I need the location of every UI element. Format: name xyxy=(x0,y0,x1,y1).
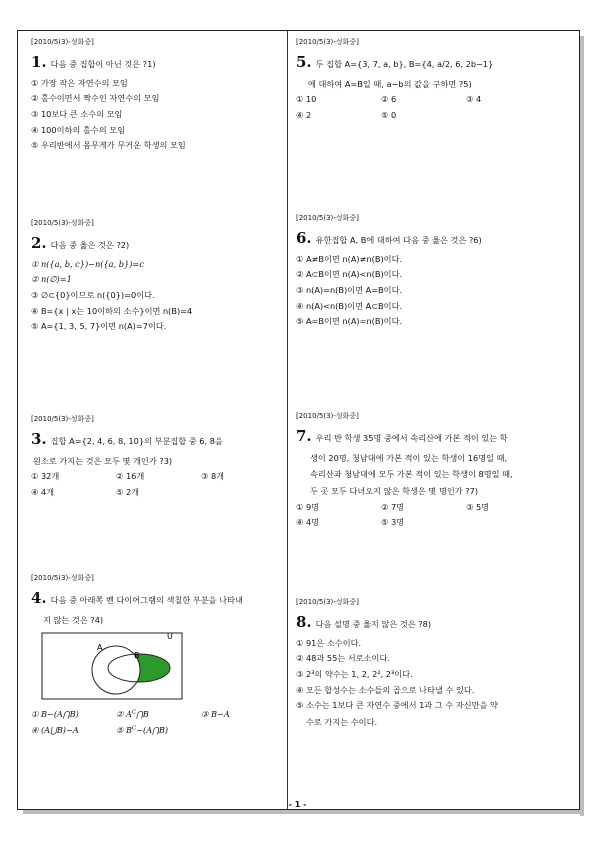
source-tag: [2010/5(3)-성화중] xyxy=(296,412,359,420)
question-stem-continued: 원소로 가지는 것은 모두 몇 개인가 ?3) xyxy=(33,455,173,466)
option: ① 10 xyxy=(296,94,317,105)
question-4 xyxy=(31,574,281,736)
question-number: 7. xyxy=(296,427,312,446)
option: ② A⊂B이면 n(A)<n(B)이다. xyxy=(296,269,403,280)
question-number: 6. xyxy=(296,229,312,248)
question-number: 2. xyxy=(31,234,47,253)
option: ① A≠B이면 n(A)≠n(B)이다. xyxy=(296,253,403,264)
page-number: - 1 - xyxy=(288,800,307,809)
source-tag: [2010/5(3)-성화중] xyxy=(296,38,359,46)
question-line: 두 곳 모두 다녀오지 않은 학생은 몇 명인가 ?7) xyxy=(310,485,479,496)
question-stem: 집합 A={2, 4, 6, 8, 10}의 부분집합 중 6, 8을 xyxy=(50,436,223,447)
question-1 xyxy=(31,38,281,151)
option: ③ 2³의 약수는 1, 2, 2², 2³이다. xyxy=(296,668,413,679)
option: ⑤ A={1, 3, 5, 7}이면 n(A)=7이다. xyxy=(31,321,167,332)
question-line: 속리산과 청남대에 모두 가본 적이 있는 학생이 8명일 때, xyxy=(310,469,513,480)
option: ② 홀수이면서 짝수인 자연수의 모임 xyxy=(31,93,160,104)
question-stem: 두 집합 A={3, 7, a, b}, B={4, a/2, 6, 2b−1} xyxy=(315,59,494,70)
question-3 xyxy=(31,415,281,498)
universe-label: U xyxy=(167,632,173,642)
option: ① 32개 xyxy=(31,471,60,482)
page-shadow-right xyxy=(580,36,584,816)
question-5 xyxy=(296,38,574,121)
option-continued: 수로 가지는 수이다. xyxy=(306,716,378,727)
option: ③ 5명 xyxy=(466,501,490,512)
option: ② 7명 xyxy=(381,501,405,512)
question-6 xyxy=(296,214,574,327)
question-stem: 다음 중 아래쪽 벤 다이어그램의 색칠한 부분을 나타내 xyxy=(50,595,243,606)
option: ① n({a, b, c})−n({a, b})=c xyxy=(31,258,144,269)
option: ④ B={x | x는 10이하의 소수}이면 n(B)=4 xyxy=(31,305,193,316)
venn-diagram xyxy=(41,629,191,701)
option: ⑤ 소수는 1보다 큰 자연수 중에서 1과 그 수 자신만을 약 xyxy=(296,700,498,711)
question-number: 1. xyxy=(31,53,47,72)
option: ④ n(A)<n(B)이면 A⊂B이다. xyxy=(296,300,403,311)
source-tag: [2010/5(3)-성화중] xyxy=(31,415,94,423)
source-tag: [2010/5(3)-성화중] xyxy=(31,38,94,46)
option: ④ 4명 xyxy=(296,517,320,528)
option: ④ (A⋃B)−A xyxy=(31,724,79,735)
set-a-circle xyxy=(92,646,140,694)
option: ⑤ 3명 xyxy=(381,517,405,528)
option: ③ 10보다 큰 소수의 모임 xyxy=(31,108,123,119)
option: ④ 4개 xyxy=(31,486,55,497)
option: ② $A^C⋂B$ xyxy=(116,709,149,720)
source-tag: [2010/5(3)-성화중] xyxy=(31,219,94,227)
option: ④ 모든 합성수는 소수들의 곱으로 나타낼 수 있다. xyxy=(296,684,475,695)
option: ③ B−A xyxy=(201,709,230,720)
option: ③ 8개 xyxy=(201,471,225,482)
option: ④ 2 xyxy=(296,109,312,120)
source-tag: [2010/5(3)-성화중] xyxy=(31,574,94,582)
option: ⑤ 우리반에서 몸무게가 무거운 학생의 모임 xyxy=(31,140,186,151)
option: ④ 100이하의 홀수의 모임 xyxy=(31,124,126,135)
option: ⑤ $B^C-(A⋂B)$ xyxy=(116,724,169,735)
page-shadow-bottom xyxy=(23,810,584,814)
set-a-label: A xyxy=(97,643,103,653)
source-tag: [2010/5(3)-성화중] xyxy=(296,214,359,222)
question-8 xyxy=(296,598,574,728)
question-stem-continued: 지 않는 것은 ?4) xyxy=(43,614,104,625)
option: ③ 4 xyxy=(466,94,482,105)
question-number: 3. xyxy=(31,430,47,449)
question-stem: 우리 반 학생 35명 중에서 속리산에 가본 적이 있는 학 xyxy=(315,433,508,444)
column-divider xyxy=(287,30,288,810)
question-stem: 다음 설명 중 옳지 않은 것은 ?8) xyxy=(315,619,432,630)
question-stem: 유한집합 A, B에 대하여 다음 중 옳은 것은 ?6) xyxy=(315,235,482,246)
option: ② 16개 xyxy=(116,471,145,482)
question-number: 4. xyxy=(31,589,47,608)
option: ② 6 xyxy=(381,94,397,105)
question-2 xyxy=(31,219,281,332)
option: ② n(∅)=1 xyxy=(31,274,72,285)
option: ① 가장 작은 자연수의 모임 xyxy=(31,77,128,88)
option: ③ n(A)=n(B)이면 A=B이다. xyxy=(296,284,403,295)
question-number: 8. xyxy=(296,613,312,632)
question-stem-continued: 에 대하여 A=B일 때, a−b의 값을 구하면 ?5) xyxy=(308,78,472,89)
source-tag: [2010/5(3)-성화중] xyxy=(296,598,359,606)
option: ① B−(A⋂B) xyxy=(31,709,79,720)
option: ⑤ 2개 xyxy=(116,486,140,497)
question-stem: 다음 중 집합이 아닌 것은 ?1) xyxy=(50,59,156,70)
question-7 xyxy=(296,412,574,528)
question-stem: 다음 중 옳은 것은 ?2) xyxy=(50,240,130,251)
option: ② 48과 55는 서로소이다. xyxy=(296,653,390,664)
option: ③ ∅⊂{0}이므로 n({0})=0이다. xyxy=(31,289,155,300)
question-number: 5. xyxy=(296,53,312,72)
option: ⑤ 0 xyxy=(381,109,397,120)
option: ① 9명 xyxy=(296,501,320,512)
option: ⑤ A=B이면 n(A)=n(B)이다. xyxy=(296,316,403,327)
set-b-label: B xyxy=(134,651,140,661)
question-line: 생이 20명, 청남대에 가본 적이 있는 학생이 16명일 때, xyxy=(310,452,508,463)
option: ① 91은 소수이다. xyxy=(296,637,362,648)
